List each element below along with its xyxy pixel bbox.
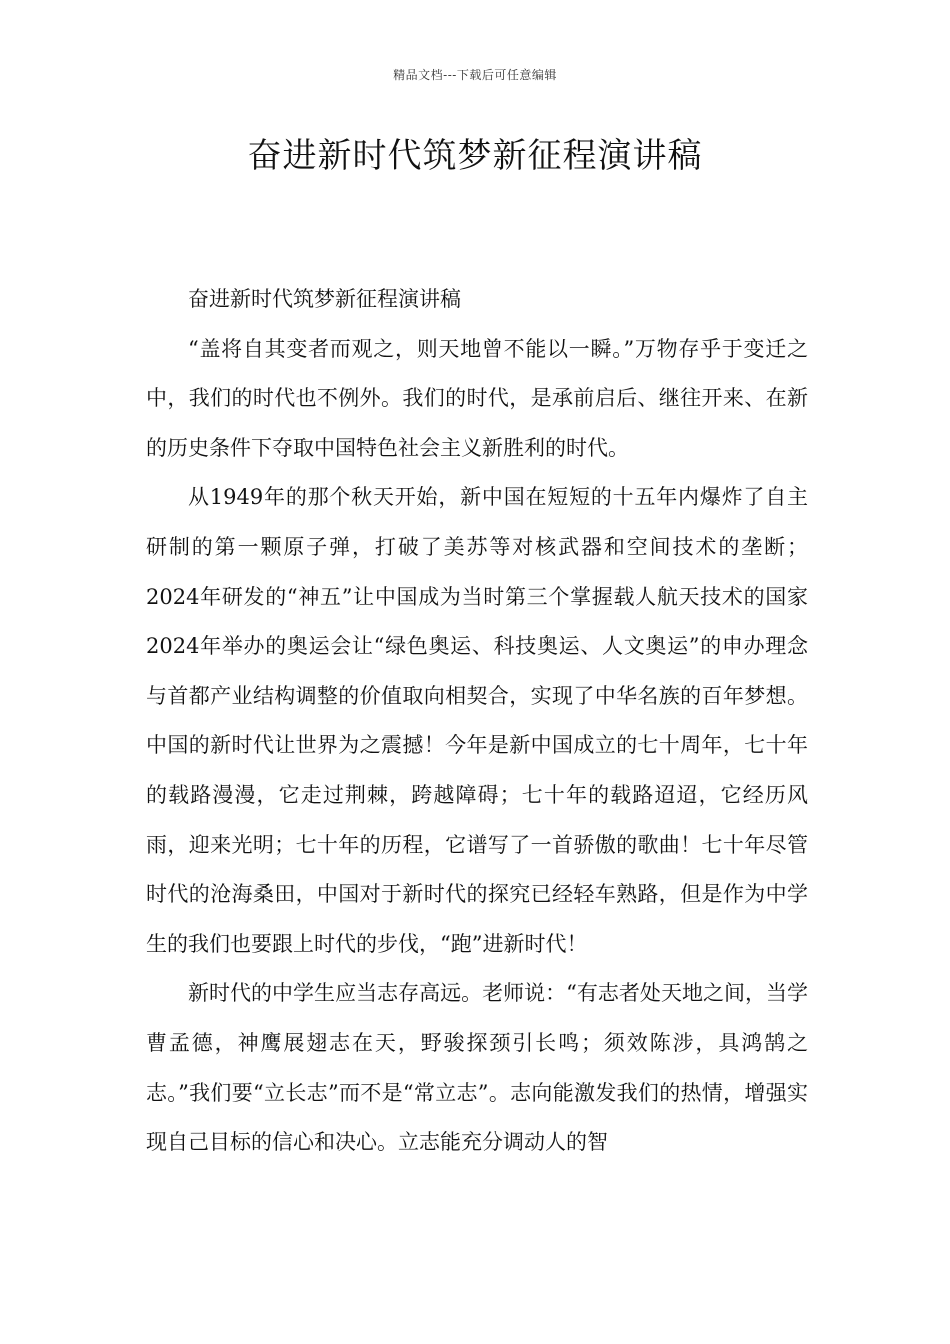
paragraph: “盖将自其变者而观之，则天地曾不能以一瞬。”万物存乎于变迁之中，我们的时代也不例外。我们的时代，是承前启后、继往开来、在新的历史条件下夺取中国特色社会主义新胜利的时代。 <box>146 336 808 460</box>
header-note: 精品文档---下载后可任意编辑 <box>393 68 557 82</box>
paragraph: 奋进新时代筑梦新征程演讲稿 <box>188 287 461 311</box>
paragraph: 从1949年的那个秋天开始，新中国在短短的十五年内爆炸了自主研制的第一颗原子弹，打破了美苏等对核武器和空间技术的垄断；2024年研发的“神五”让中国成为当时第三个掌握载人航天技术的国家2024年举办的奥运会让“绿色奥运、科技奥运、人文奥运”的申办理念与首都产业结构调整的价值取向相契合，实现了中华名族的百年梦想。中国的新时代让世界为之震撼！今年是新中国成立的七十周年，七十年的载路漫漫，它走过荆棘，跨越障碍；七十年的载路迢迢，它经历风雨，迎来光明；七十年的历程，它谱写了一首骄傲的歌曲！七十年尽管时代的沧海桑田，中国对于新时代的探究已经轻车熟路，但是作为中学生的我们也要跟上时代的步伐，“跑”进新时代！ <box>146 485 808 956</box>
document-body <box>146 275 808 1168</box>
document-title: 奋进新时代筑梦新征程演讲稿 <box>247 136 703 176</box>
paragraph: 新时代的中学生应当志存高远。老师说：“有志者处天地之间，当学曹孟德，神鹰展翅志在天，野骏探颈引长鸣；须效陈涉，具鸿鹄之志。”我们要“立长志”而不是“常立志”。志向能激发我们的热情，增强实现自己目标的信心和决心。立志能充分调动人的智 <box>146 981 808 1155</box>
